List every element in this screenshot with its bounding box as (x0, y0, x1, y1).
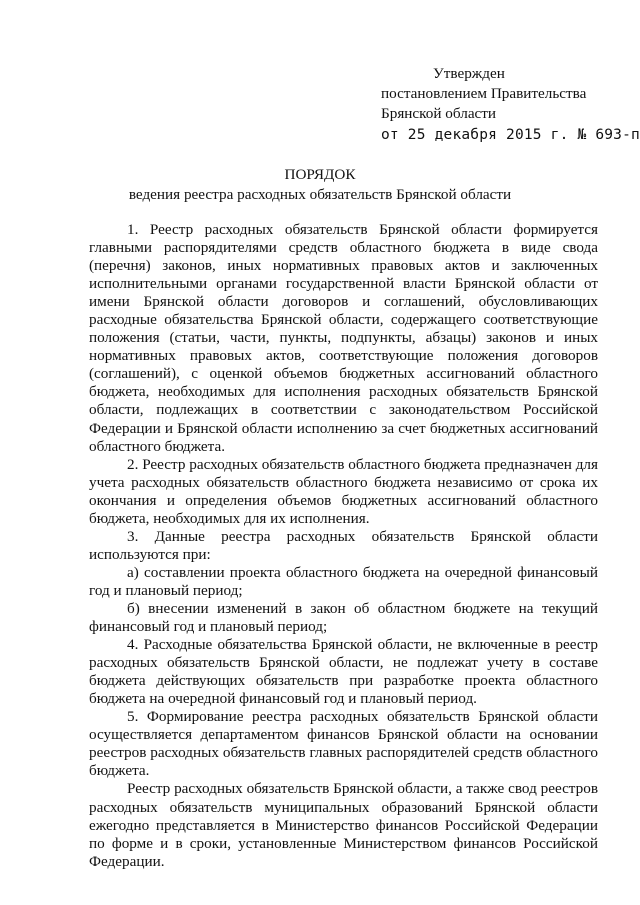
approval-block (381, 64, 640, 145)
paragraph-6: Реестр расходных обязательств Брянской области, а также свод реестров расходных обязательств муниципальных образований Брянской области ежегодно представляется в Министерство финансов Российской Федерации по форме и в сроки, установленные Министерством финансов Российской Федерации. (89, 780, 598, 870)
paragraph-4: 4. Расходные обязательства Брянской области, не включенные в реестр расходных обязательств Брянской области, не подлежат учету в составе бюджета действующих обязательств при разработке проекта областного бюджета на очередной финансовый год и плановый период. (89, 636, 598, 708)
document-subtitle: ведения реестра расходных обязательств Брянской области (128, 186, 512, 203)
approval-resolution: постановлением Правительства (381, 85, 587, 103)
paragraph-5: 5. Формирование реестра расходных обязательств Брянской области осуществляется департаментом финансов Брянской области на основании реестров расходных обязательств главных распорядителей средств областного бюджета. (89, 708, 598, 780)
paragraph-3: 3. Данные реестра расходных обязательств Брянской области используются при: (89, 527, 598, 563)
approval-date-number: от 25 декабря 2015 г. № 693-п (381, 126, 640, 143)
document-body (89, 221, 598, 871)
paragraph-3b: б) внесении изменений в закон об областном бюджете на текущий финансовый год и плановый период; (89, 599, 598, 636)
document-title: ПОРЯДОК (284, 166, 356, 183)
paragraph-1: 1. Реестр расходных обязательств Брянской области формируется главными распорядителями средств областного бюджета в виде свода (перечня) законов, иных нормативных правовых актов и заключенных исполнительными органами государственной власти Брянской области от имени Брянской области договоров и соглашений, обусловливающих расходные обязательства Брянской области, содержащего соответствующие положения (статьи, части, пункты, подпункты, абзацы) законов и иных нормативных правовых актов, соответствующие положения договоров (соглашений), с оценкой объемов бюджетных ассигнований областного бюджета, необходимых для исполнения расходных обязательств Брянской области, подлежащих в соответствии с законодательством Российской Федерации и Брянской области исполнению за счет бюджетных ассигнований областного бюджета. (89, 221, 598, 455)
approval-title: Утвержден (433, 65, 505, 82)
paragraph-2: 2. Реестр расходных обязательств областного бюджета предназначен для учета расходных обязательств областного бюджета независимо от срока их окончания и определения объемов бюджетных ассигнований областного бюджета, необходимых для их исполнения. (89, 455, 598, 527)
paragraph-3a: а) составлении проекта областного бюджета на очередной финансовый год и плановый период; (89, 563, 598, 599)
approval-region: Брянской области (381, 105, 497, 123)
